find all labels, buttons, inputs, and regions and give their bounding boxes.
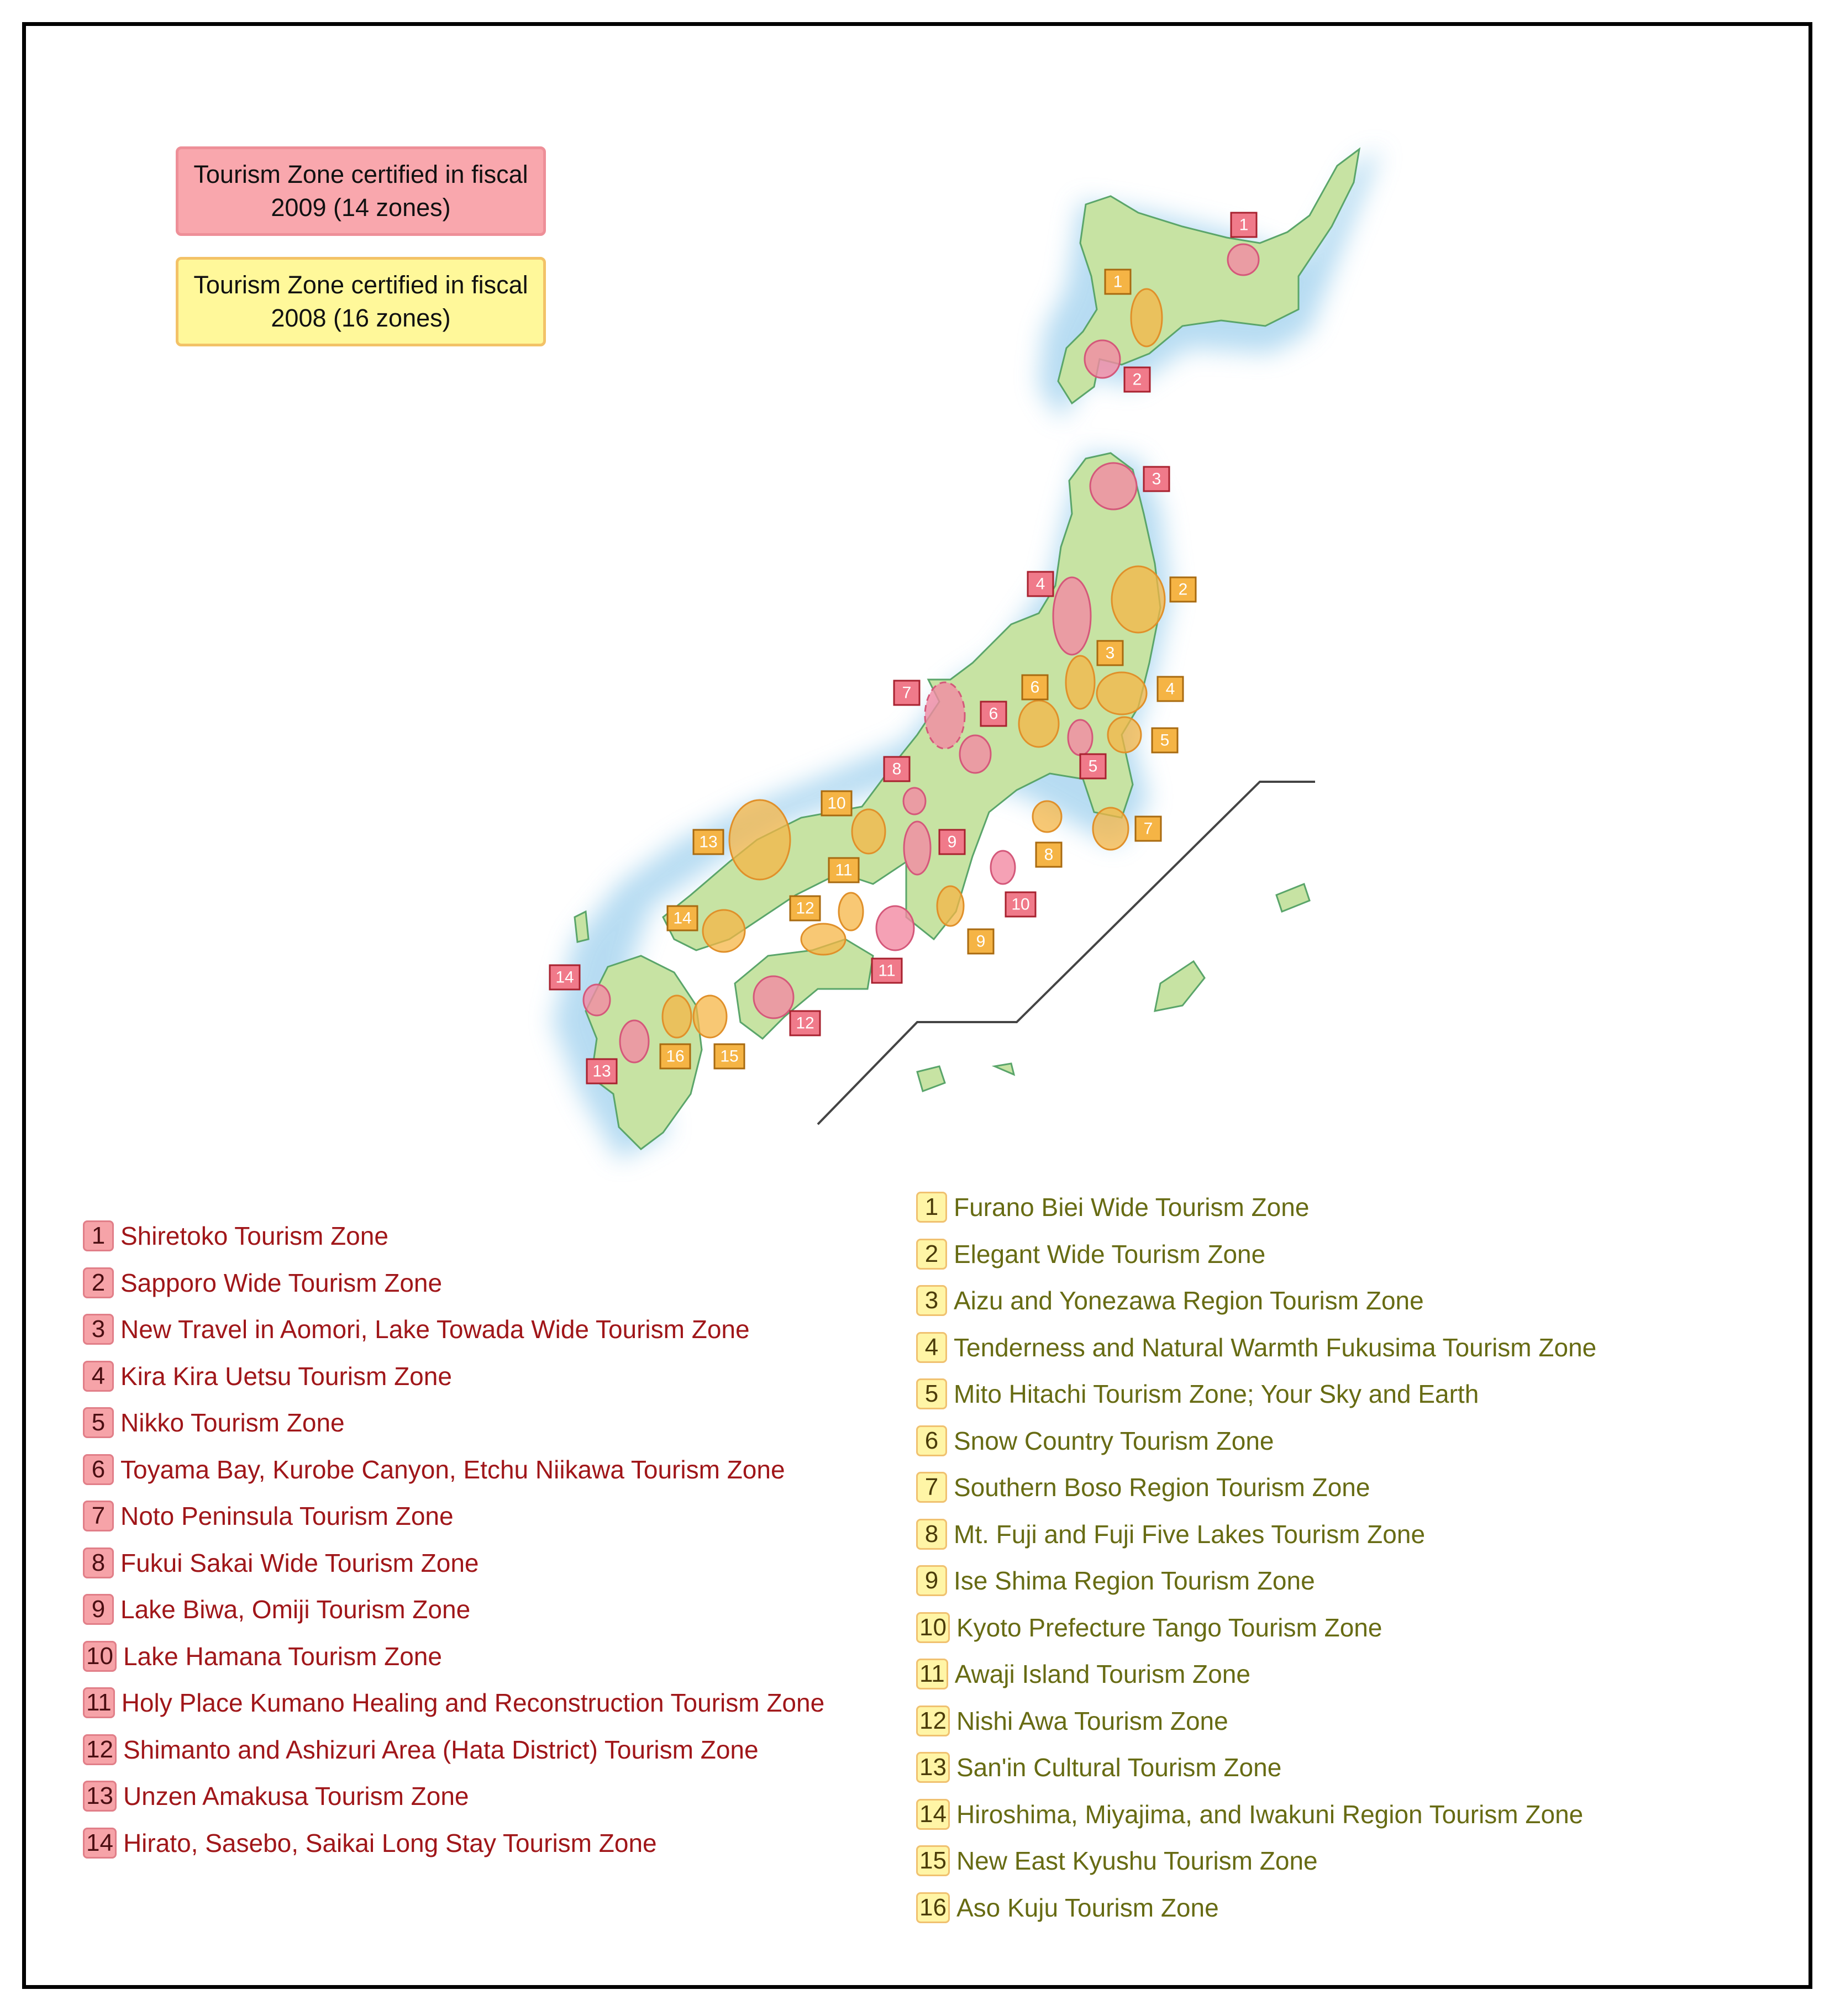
marker-2008-8	[1036, 843, 1061, 867]
marker-2009-13	[587, 1059, 617, 1083]
marker-2008-10	[822, 791, 851, 815]
svg-text:11: 11	[878, 961, 896, 980]
zone-name: Toyama Bay, Kurobe Canyon, Etchu Niikawa Tourism Zone	[120, 1455, 785, 1484]
marker-2008-11	[829, 858, 859, 882]
marker-2008-1	[1105, 270, 1131, 294]
zone-number-badge: 13	[916, 1752, 950, 1783]
zone-name: Shiretoko Tourism Zone	[120, 1222, 388, 1251]
marker-2009-12	[790, 1011, 820, 1035]
list-item	[83, 1773, 824, 1820]
zone-name: Unzen Amakusa Tourism Zone	[123, 1782, 469, 1811]
list-item	[916, 1184, 1596, 1231]
svg-text:12: 12	[796, 1014, 814, 1033]
svg-text:5: 5	[1160, 731, 1170, 750]
list-item	[83, 1633, 824, 1680]
zone-name: Furano Biei Wide Tourism Zone	[954, 1193, 1310, 1222]
marker-2009-2	[1124, 367, 1150, 392]
svg-text:8: 8	[1044, 845, 1054, 864]
list-item	[916, 1511, 1596, 1558]
list-item	[916, 1324, 1596, 1371]
list-item	[916, 1557, 1596, 1604]
zone-number-badge: 10	[83, 1641, 117, 1672]
marker-2009-6	[981, 702, 1006, 726]
marker-2008-13	[693, 830, 723, 854]
zone-name: Elegant Wide Tourism Zone	[954, 1239, 1266, 1268]
zone-number-badge: 12	[916, 1706, 950, 1736]
zone-number-badge: 5	[83, 1407, 114, 1438]
list-item	[916, 1838, 1596, 1885]
list-item	[83, 1353, 824, 1400]
list-item	[916, 1464, 1596, 1511]
marker-2008-5	[1152, 728, 1177, 752]
zone-number-badge: 3	[916, 1285, 947, 1316]
svg-text:12: 12	[796, 899, 814, 918]
marker-2009-4	[1028, 572, 1053, 596]
svg-text:6: 6	[1030, 678, 1040, 697]
svg-text:5: 5	[1088, 757, 1098, 776]
zone-name: Southern Boso Region Tourism Zone	[954, 1473, 1370, 1502]
zone-name: New East Kyushu Tourism Zone	[956, 1846, 1318, 1876]
svg-text:9: 9	[947, 833, 957, 851]
marker-2009-3	[1144, 467, 1169, 491]
list-item	[916, 1885, 1596, 1931]
zone-list-2009	[83, 1213, 824, 1866]
zone-name: Kyoto Prefecture Tango Tourism Zone	[956, 1613, 1382, 1642]
marker-2009-1	[1231, 213, 1257, 237]
zone-number-badge: 8	[83, 1547, 114, 1578]
list-item	[916, 1604, 1596, 1651]
svg-text:2: 2	[1178, 580, 1188, 599]
zone-name: Nishi Awa Tourism Zone	[956, 1706, 1228, 1735]
svg-text:8: 8	[892, 760, 902, 778]
list-item	[83, 1306, 824, 1353]
zone-number-badge: 12	[83, 1734, 117, 1765]
zone-number-badge: 15	[916, 1845, 950, 1876]
list-item	[83, 1820, 824, 1867]
zone-name: Shimanto and Ashizuri Area (Hata District) Tourism Zone	[123, 1735, 759, 1764]
zone-name: New Travel in Aomori, Lake Towada Wide Tourism Zone	[120, 1315, 750, 1344]
zone-name: Tenderness and Natural Warmth Fukusima Tourism Zone	[954, 1333, 1597, 1362]
zone-list-2008	[916, 1184, 1596, 1931]
marker-2008-9	[968, 929, 993, 954]
svg-text:14: 14	[673, 909, 692, 928]
list-item	[83, 1260, 824, 1307]
marker-2008-2	[1170, 577, 1196, 602]
marker-2009-14	[550, 965, 580, 989]
zone-name: Hirato, Sasebo, Saikai Long Stay Tourism Zone	[123, 1828, 657, 1857]
zone-name: Mito Hitachi Tourism Zone; Your Sky and Earth	[954, 1380, 1479, 1409]
zone-name: Snow Country Tourism Zone	[954, 1426, 1274, 1455]
list-item	[916, 1371, 1596, 1418]
list-item	[83, 1213, 824, 1260]
zone-name: Mt. Fuji and Fuji Five Lakes Tourism Zone	[954, 1519, 1426, 1549]
list-item	[83, 1680, 824, 1727]
svg-text:1: 1	[1239, 215, 1249, 234]
zone-number-badge: 13	[83, 1781, 117, 1812]
svg-text:2: 2	[1132, 370, 1142, 389]
legend-fy2008: Tourism Zone certified in fiscal 2008 (16 zones)	[176, 257, 546, 346]
list-item	[83, 1586, 824, 1633]
marker-2008-16	[660, 1044, 690, 1068]
marker-2009-8	[884, 757, 910, 781]
zone-number-badge: 14	[916, 1799, 950, 1830]
list-item	[916, 1791, 1596, 1838]
svg-text:9: 9	[976, 932, 986, 951]
zone-number-badge: 6	[916, 1425, 947, 1456]
marker-2008-7	[1135, 817, 1161, 841]
svg-text:7: 7	[1143, 819, 1153, 838]
svg-text:6: 6	[989, 704, 998, 723]
zone-name: Awaji Island Tourism Zone	[954, 1660, 1250, 1689]
zone-number-badge: 16	[916, 1892, 950, 1923]
svg-text:4: 4	[1035, 575, 1045, 593]
marker-2008-14	[667, 906, 697, 930]
svg-text:11: 11	[835, 861, 853, 880]
zone-name: Kira Kira Uetsu Tourism Zone	[120, 1361, 452, 1391]
zone-number-badge: 11	[916, 1659, 948, 1689]
zone-number-badge: 7	[916, 1472, 947, 1503]
zone-name: Noto Peninsula Tourism Zone	[120, 1502, 454, 1531]
zone-number-badge: 3	[83, 1314, 114, 1345]
marker-2009-7	[894, 681, 919, 705]
zone-number-badge: 4	[83, 1361, 114, 1392]
zone-number-badge: 10	[916, 1612, 950, 1643]
marker-2008-12	[790, 896, 820, 920]
list-item	[83, 1540, 824, 1587]
list-item	[83, 1446, 824, 1493]
marker-2009-5	[1080, 754, 1106, 778]
svg-text:3: 3	[1105, 644, 1115, 662]
list-item	[83, 1399, 824, 1446]
svg-text:16: 16	[666, 1047, 685, 1066]
svg-text:14: 14	[555, 968, 574, 987]
marker-2008-6	[1022, 675, 1048, 699]
zone-number-badge: 1	[916, 1192, 947, 1223]
zone-name: Aso Kuju Tourism Zone	[956, 1893, 1219, 1922]
zone-name: Ise Shima Region Tourism Zone	[954, 1566, 1315, 1596]
svg-text:10: 10	[1011, 895, 1030, 914]
zone-name: Aizu and Yonezawa Region Tourism Zone	[954, 1286, 1424, 1315]
list-item	[916, 1698, 1596, 1745]
svg-text:10: 10	[827, 794, 846, 813]
marker-2008-4	[1158, 677, 1183, 701]
zone-name: San'in Cultural Tourism Zone	[956, 1753, 1282, 1782]
marker-2008-3	[1097, 641, 1123, 665]
zone-name: Lake Hamana Tourism Zone	[123, 1641, 442, 1671]
list-item	[916, 1418, 1596, 1465]
zone-name: Nikko Tourism Zone	[120, 1408, 345, 1438]
svg-text:3: 3	[1152, 470, 1161, 488]
zone-name: Holy Place Kumano Healing and Reconstruction Tourism Zone	[121, 1688, 825, 1718]
svg-text:1: 1	[1113, 272, 1123, 291]
zone-name: Hiroshima, Miyajima, and Iwakuni Region Tourism Zone	[956, 1799, 1584, 1829]
zone-number-badge: 2	[83, 1267, 114, 1298]
svg-text:7: 7	[902, 683, 912, 702]
zone-number-badge: 1	[83, 1220, 114, 1251]
zone-number-badge: 4	[916, 1332, 947, 1363]
zone-name: Lake Biwa, Omiji Tourism Zone	[120, 1595, 471, 1624]
svg-text:15: 15	[720, 1047, 739, 1066]
svg-text:13: 13	[699, 833, 718, 851]
marker-2009-11	[872, 959, 902, 983]
list-item	[916, 1277, 1596, 1324]
svg-text:13: 13	[592, 1062, 611, 1081]
legend-fy2009: Tourism Zone certified in fiscal 2009 (14 zones)	[176, 146, 546, 236]
list-item	[916, 1744, 1596, 1791]
zone-name: Fukui Sakai Wide Tourism Zone	[120, 1548, 479, 1577]
zone-number-badge: 11	[83, 1687, 115, 1718]
zone-number-badge: 9	[916, 1565, 947, 1596]
zone-number-badge: 2	[916, 1239, 947, 1270]
list-item	[916, 1651, 1596, 1698]
zone-number-badge: 8	[916, 1519, 947, 1550]
zone-number-badge: 5	[916, 1378, 947, 1409]
zone-name: Sapporo Wide Tourism Zone	[120, 1268, 443, 1297]
svg-text:4: 4	[1165, 680, 1175, 698]
marker-2009-10	[1006, 892, 1035, 917]
marker-2008-15	[714, 1044, 744, 1068]
zone-number-badge: 6	[83, 1454, 114, 1485]
list-item	[83, 1493, 824, 1540]
marker-2009-9	[939, 830, 965, 854]
list-item	[916, 1231, 1596, 1278]
zone-number-badge: 7	[83, 1501, 114, 1531]
zone-number-badge: 9	[83, 1594, 114, 1625]
zone-number-badge: 14	[83, 1828, 117, 1859]
list-item	[83, 1727, 824, 1773]
